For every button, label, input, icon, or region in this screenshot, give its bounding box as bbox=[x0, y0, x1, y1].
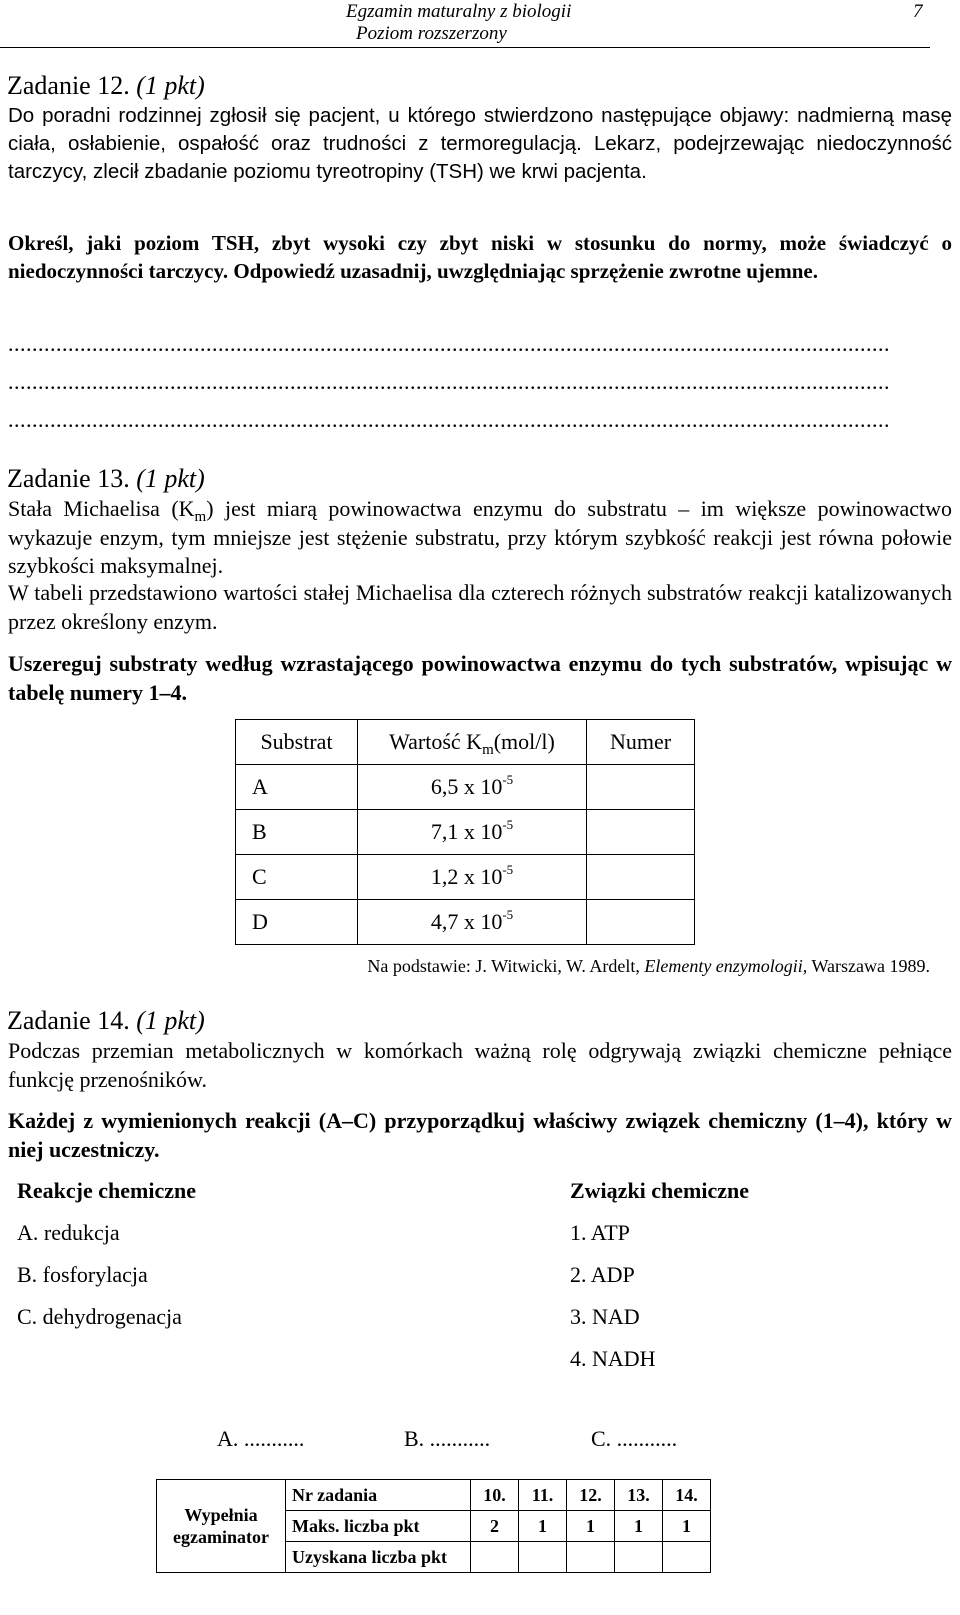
compound-item: 4. NADH bbox=[570, 1346, 656, 1371]
km-value-cell: 6,5 x $10^{-5}$ bbox=[358, 765, 587, 810]
km-value-cell: 7,1 x $10^{-5}$ bbox=[358, 810, 587, 855]
col-km: Wartość $K_m(mol/l)$ bbox=[358, 720, 587, 765]
table-header-row bbox=[236, 720, 695, 765]
reaction-item: B. fosforylacja bbox=[17, 1262, 148, 1287]
max-points-cell: 2 bbox=[471, 1511, 519, 1542]
km-value-cell: 1,2 x $10^{-5}$ bbox=[358, 855, 587, 900]
max-points-cell: 1 bbox=[519, 1511, 567, 1542]
reaction-item: C. dehydrogenacja bbox=[17, 1304, 182, 1329]
max-points-cell: 1 bbox=[567, 1511, 615, 1542]
numer-input-cell[interactable] bbox=[587, 810, 695, 855]
row-label: Maks. liczba pkt bbox=[286, 1511, 471, 1542]
task-number-cell: 13. bbox=[615, 1480, 663, 1511]
table-row bbox=[236, 810, 695, 855]
answer-b[interactable]: B. ........... bbox=[404, 1426, 491, 1451]
task13-number: Zadanie 13. bbox=[7, 464, 130, 493]
answer-c[interactable]: C. ........... bbox=[591, 1426, 678, 1451]
score-row-task-numbers bbox=[157, 1480, 711, 1511]
substrat-cell: D bbox=[236, 900, 358, 945]
task14-instruction: Każdej z wymienionych reakcji (A–C) przyporządkuj właściwy związek chemiczny (1–4), który w niej uczestniczy. bbox=[8, 1108, 952, 1162]
row-label: Nr zadania bbox=[286, 1480, 471, 1511]
page-number: 7 bbox=[913, 1, 923, 22]
header-level: Poziom rozszerzony bbox=[356, 23, 507, 44]
obtained-points-cell[interactable] bbox=[615, 1542, 663, 1573]
substrat-cell: B bbox=[236, 810, 358, 855]
km-value-cell: 4,7 x $10^{-5}$ bbox=[358, 900, 587, 945]
task-number-cell: 10. bbox=[471, 1480, 519, 1511]
obtained-points-cell[interactable] bbox=[663, 1542, 711, 1573]
score-table bbox=[156, 1479, 711, 1573]
task13-text2: W tabeli przedstawiono wartości stałej Michaelisa dla czterech różnych substratów reakcji katalizowanych przez określony enzym. bbox=[8, 580, 952, 634]
numer-input-cell[interactable] bbox=[587, 855, 695, 900]
compound-item: 2. ADP bbox=[570, 1262, 635, 1287]
task-number-cell: 14. bbox=[663, 1480, 711, 1511]
col-numer: Numer bbox=[587, 720, 695, 765]
task12-title bbox=[7, 71, 205, 101]
task14-number: Zadanie 14. bbox=[7, 1006, 130, 1035]
obtained-points-cell[interactable] bbox=[519, 1542, 567, 1573]
answer-a[interactable]: A. ........... bbox=[217, 1426, 305, 1451]
answer-line-1[interactable]: ................................................................................................................................................... bbox=[8, 331, 890, 356]
task13-instruction: Uszereguj substraty według wzrastającego powinowactwa enzymu do tych substratów, wpisując w tabelę numery 1–4. bbox=[8, 651, 952, 705]
task13-points: (1 pkt) bbox=[136, 464, 205, 493]
task14-text: Podczas przemian metabolicznych w komórkach ważną rolę odgrywają związki chemiczne pełniące funkcję przenośników. bbox=[8, 1038, 952, 1092]
header-title: Egzamin maturalny z biologii bbox=[346, 1, 572, 22]
substrat-cell: C bbox=[236, 855, 358, 900]
answer-line-3[interactable]: ................................................................................................................................................... bbox=[8, 407, 890, 432]
table-row bbox=[236, 900, 695, 945]
answer-line-2[interactable]: ................................................................................................................................................... bbox=[8, 369, 890, 394]
col-substrat: Substrat bbox=[236, 720, 358, 765]
table-row bbox=[236, 765, 695, 810]
source-citation: Na podstawie: J. Witwicki, W. Ardelt, Elementy enzymologii, Warszawa 1989. bbox=[367, 956, 930, 976]
obtained-points-cell[interactable] bbox=[567, 1542, 615, 1573]
task12-instruction: Określ, jaki poziom TSH, zbyt wysoki czy zbyt niski w stosunku do normy, może świadczyć o niedoczynności tarczycy. Odpowiedź uzasadnij, uwzględniając sprzężenie zwrotne ujemne. bbox=[8, 231, 952, 283]
row-label: Uzyskana liczba pkt bbox=[286, 1542, 471, 1573]
task13-title bbox=[7, 464, 205, 494]
task13-text1: Stała Michaelisa $(K_m)$ jest miarą powinowactwa enzymu do substratu – im większe powinowactwo wykazuje enzym, tym mniejsze jest stężenie substratu, przy którym szybkość reakcji jest równa połowie szybkości maksymalnej. bbox=[8, 496, 952, 578]
compound-item: 3. NAD bbox=[570, 1304, 640, 1329]
task12-number: Zadanie 12. bbox=[7, 71, 130, 100]
task14-title bbox=[7, 1006, 205, 1036]
header-rule bbox=[0, 47, 930, 48]
reactions-header: Reakcje chemiczne bbox=[17, 1178, 196, 1203]
numer-input-cell[interactable] bbox=[587, 900, 695, 945]
max-points-cell: 1 bbox=[663, 1511, 711, 1542]
task12-points: (1 pkt) bbox=[136, 71, 205, 100]
task12-text: Do poradni rodzinnej zgłosił się pacjent, u którego stwierdzono następujące objawy: nadmierną masę ciała, osłabienie, ospałość oraz trudności z termoregulacją. Lekarz, podejrzewając niedoczynność tarczycy, zlecił zbadanie poziomu tyreotropiny (TSH) we krwi pacjenta. bbox=[8, 104, 952, 183]
task-number-cell: 12. bbox=[567, 1480, 615, 1511]
substrat-cell: A bbox=[236, 765, 358, 810]
obtained-points-cell[interactable] bbox=[471, 1542, 519, 1573]
compounds-header: Związki chemiczne bbox=[570, 1178, 750, 1203]
max-points-cell: 1 bbox=[615, 1511, 663, 1542]
table-row bbox=[236, 855, 695, 900]
michaelis-table bbox=[235, 719, 695, 945]
task-number-cell: 11. bbox=[519, 1480, 567, 1511]
reaction-item: A. redukcja bbox=[17, 1220, 120, 1245]
compound-item: 1. ATP bbox=[570, 1220, 630, 1245]
task14-points: (1 pkt) bbox=[136, 1006, 205, 1035]
fill-by-examiner-label: Wypełnia egzaminator bbox=[157, 1480, 286, 1573]
numer-input-cell[interactable] bbox=[587, 765, 695, 810]
